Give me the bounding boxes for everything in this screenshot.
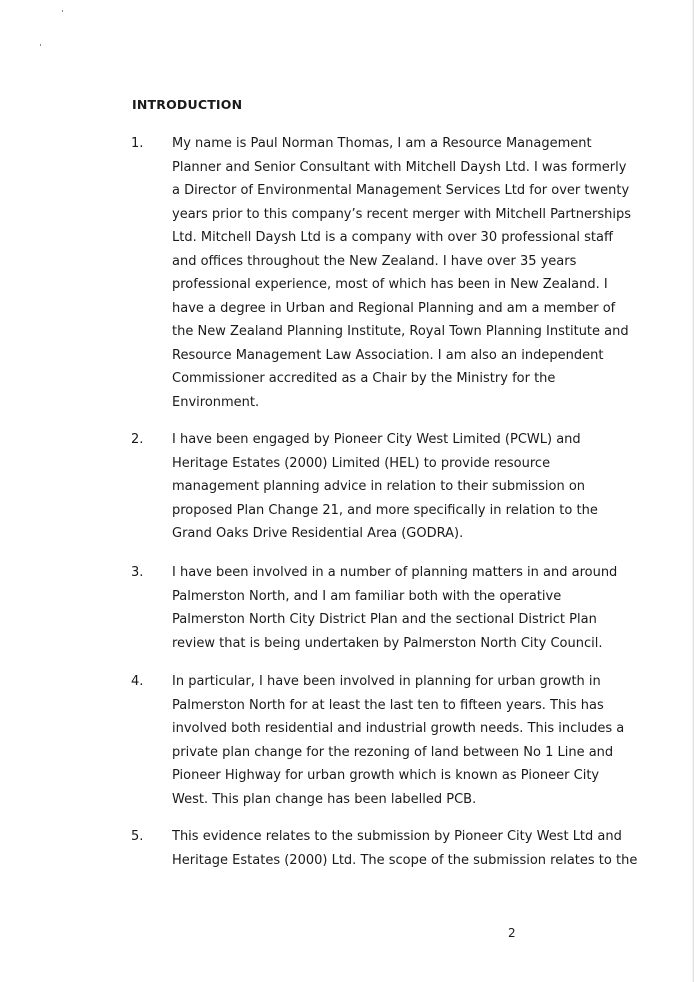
text-line: private plan change for the rezoning of land between No 1 Line and	[172, 744, 614, 760]
text-line: Environment.	[172, 394, 260, 410]
text-line: management planning advice in relation to their submission on	[172, 479, 586, 494]
text-line: Palmerston North, and I am familiar both with the operative	[172, 588, 562, 604]
text-line: proposed Plan Change 21, and more specifically in relation to the	[172, 502, 598, 518]
section-heading: INTRODUCTION	[132, 97, 243, 112]
paragraph-number: 2.	[131, 432, 144, 447]
scan-speck	[62, 10, 63, 12]
text-line: Heritage Estates (2000) Limited (HEL) to provide resource	[172, 455, 551, 471]
paragraph-text	[172, 561, 618, 655]
text-line: Planner and Senior Consultant with Mitchell Daysh Ltd. I was formerly	[172, 159, 627, 175]
text-line: Palmerston North for at least the last ten to fifteen years. This has	[172, 697, 604, 713]
page-number: 2	[508, 926, 516, 940]
text-line: involved both residential and industrial growth needs. This includes a	[172, 721, 625, 736]
paragraph-number: 3.	[131, 565, 144, 580]
text-line: My name is Paul Norman Thomas, I am a Resource Management	[172, 136, 592, 151]
paragraph-text	[172, 132, 631, 414]
text-line: years prior to this company’s recent merger with Mitchell Partnerships	[172, 206, 631, 222]
text-line: Grand Oaks Drive Residential Area (GODRA).	[172, 526, 464, 541]
text-line: review that is being undertaken by Palmerston North City Council.	[172, 635, 603, 651]
text-line: I have been involved in a number of planning matters in and around	[172, 565, 618, 580]
text-line: Commissioner accredited as a Chair by the Ministry for the	[172, 371, 556, 386]
text-line: Resource Management Law Association. I am also an independent	[172, 347, 604, 363]
text-line: and offices throughout the New Zealand. I have over 35 years	[172, 253, 577, 269]
text-line: Ltd. Mitchell Daysh Ltd is a company with over 30 professional staff	[172, 230, 613, 245]
paragraph-text	[172, 825, 638, 872]
text-line: I have been engaged by Pioneer City West Limited (PCWL) and	[172, 432, 581, 447]
text-line: professional experience, most of which has been in New Zealand. I	[172, 277, 608, 292]
text-line: the New Zealand Planning Institute, Royal Town Planning Institute and	[172, 324, 629, 339]
text-line: a Director of Environmental Management Services Ltd for over twenty	[172, 183, 630, 198]
paragraph-text	[172, 670, 625, 811]
text-line: This evidence relates to the submission by Pioneer City West Ltd and	[172, 829, 622, 844]
scan-speck	[40, 44, 41, 46]
text-line: In particular, I have been involved in planning for urban growth in	[172, 674, 601, 689]
paragraph-number: 1.	[131, 136, 144, 151]
text-line: have a degree in Urban and Regional Planning and am a member of	[172, 300, 616, 316]
text-line: West. This plan change has been labelled PCB.	[172, 791, 477, 807]
text-line: Heritage Estates (2000) Ltd. The scope of the submission relates to the	[172, 852, 638, 868]
paragraph-text	[172, 428, 612, 546]
paragraph-number: 4.	[131, 674, 144, 689]
paragraph-number: 5.	[131, 829, 144, 844]
text-line: Pioneer Highway for urban growth which is known as Pioneer City	[172, 768, 600, 783]
text-line: Palmerston North City District Plan and the sectional District Plan	[172, 612, 597, 627]
